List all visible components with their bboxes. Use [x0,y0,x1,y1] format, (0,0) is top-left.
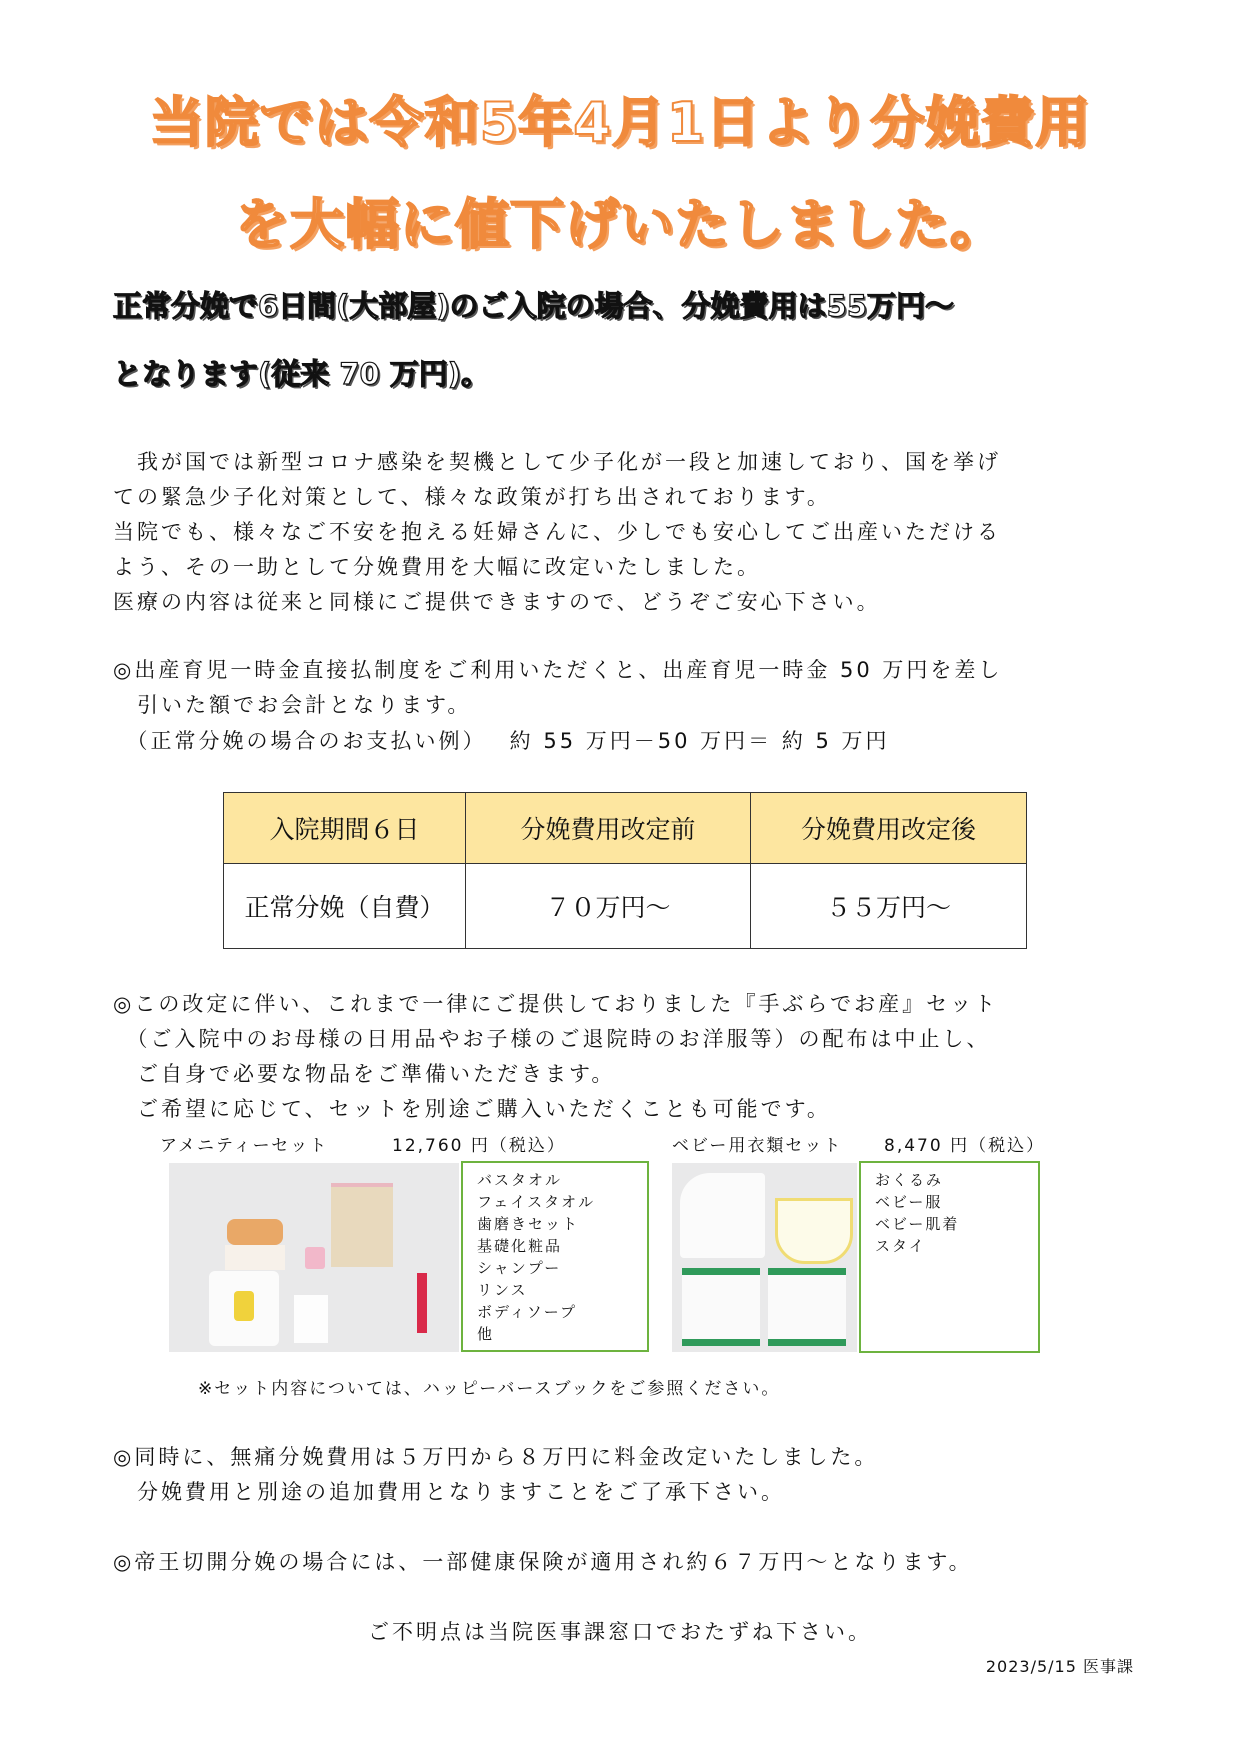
epidural-line-1: ◎同時に、無痛分娩費用は５万円から８万円に料金改定いたしました。 [113,1445,879,1469]
table-row [224,864,1027,949]
text-line: ◎出産育児一時金直接払制度をご利用いただくと、出産育児一時金 50 万円を差し [113,658,1003,682]
text-line: ご自身で必要な物品をご準備いただきます。 [113,1062,616,1086]
list-item: スタイ [875,1237,926,1255]
list-item: 基礎化粧品 [477,1237,563,1255]
list-item: 他 [477,1325,495,1343]
text-line: 医療の内容は従来と同様にご提供できますので、どうぞご安心下さい。 [113,590,881,614]
table-cell: ７０万円～ [466,864,751,949]
subheadline-line-2: となります(従来 70 万円)。 [113,357,491,391]
text-line: ご希望に応じて、セットを別途ご購入いただくことも可能です。 [113,1097,831,1121]
subheadline-line-1: 正常分娩で6日間(大部屋)のご入院の場合、分娩費用は55万円～ [113,289,955,323]
cesarean-notice: ◎帝王切開分娩の場合には、一部健康保険が適用され約６７万円～となります。 [113,1550,973,1574]
text-line: 我が国では新型コロナ感染を契機として少子化が一段と加速しており、国を挙げ [113,450,1001,474]
baby-items-box [859,1161,1040,1353]
baby-set-photo [672,1163,857,1352]
set-note: ※セット内容については、ハッピーバースブックをご参照ください。 [198,1379,781,1399]
amenity-items-box [461,1161,649,1352]
text-line: ◎この改定に伴い、これまで一律にご提供しておりました『手ぶらでお産』セット [113,992,999,1016]
footer-date-department: 2023/5/15 医事課 [985,1657,1134,1676]
header-cell: 分娩費用改定後 [751,793,1027,864]
text-line: 当院でも、様々なご不安を抱える妊婦さんに、少しでも安心してご出産いただける [113,520,1001,544]
list-item: ボディソープ [477,1303,578,1321]
amenity-set-price: 12,760 円（税込） [392,1136,566,1156]
text-line: （ご入院中のお母様の日用品やお子様のご退院時のお洋服等）の配布は中止し、 [113,1027,991,1051]
contact-notice: ご不明点は当院医事課窓口でおたずね下さい。 [368,1620,872,1644]
list-item: ベビー肌着 [875,1215,960,1233]
list-item: 歯磨きセット [477,1215,580,1233]
amenity-set-name: アメニティーセット [160,1136,329,1156]
table-cell: ５５万円～ [751,864,1027,949]
table-header-row [224,793,1027,864]
list-item: フェイスタオル [477,1193,596,1211]
text-line: ての緊急少子化対策として、様々な政策が打ち出されております。 [113,485,831,509]
list-item: バスタオル [477,1171,563,1189]
epidural-line-2: 分娩費用と別途の追加費用となりますことをご了承下さい。 [113,1480,785,1504]
headline-line-2: を大幅に値下げいたしました。 [235,193,1005,256]
header-cell: 分娩費用改定前 [466,793,751,864]
list-item: ベビー服 [875,1193,943,1211]
baby-set-name: ベビー用衣類セット [672,1136,843,1156]
text-line: （正常分娩の場合のお支払い例） 約 55 万円－50 万円＝ 約 5 万円 [113,729,890,753]
fee-table [223,792,1027,949]
list-item: リンス [477,1281,528,1299]
text-line: 引いた額でお会計となります。 [113,693,472,717]
amenity-set-photo [169,1163,459,1352]
text-line: よう、その一助として分娩費用を大幅に改定いたしました。 [113,555,761,579]
list-item: おくるみ [875,1171,944,1189]
table-cell: 正常分娩（自費） [224,864,466,949]
baby-set-price: 8,470 円（税込） [884,1136,1046,1156]
headline-line-1: 当院では令和5年4月1日より分娩費用 [149,91,1091,154]
header-cell: 入院期間６日 [224,793,466,864]
list-item: シャンプー [477,1259,562,1277]
